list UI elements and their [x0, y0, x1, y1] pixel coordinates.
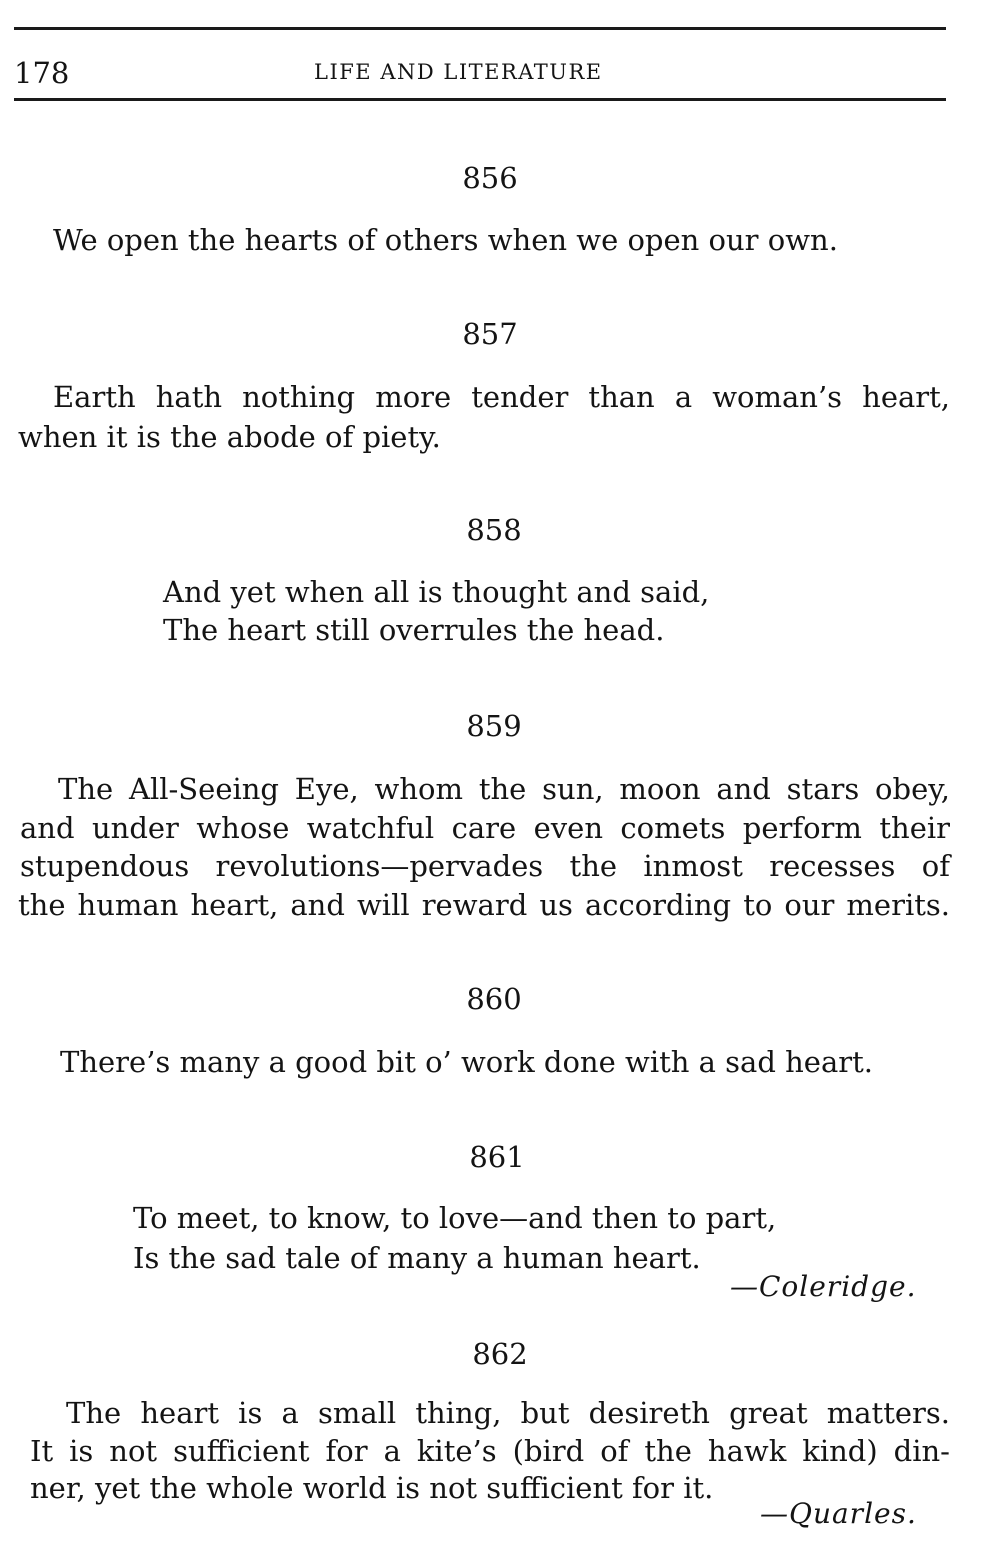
entry-line: It is not sufficient for a kite’s (bird of the hawk kind) din-	[30, 1434, 950, 1468]
entry-line: The heart still overrules the head.	[163, 613, 665, 647]
running-head: LIFE AND LITERATURE	[314, 60, 603, 84]
entry-line: Is the sad tale of many a human heart.	[133, 1241, 701, 1275]
entry-number: 862	[472, 1337, 528, 1371]
entry-number: 858	[466, 513, 522, 547]
entry-line: To meet, to know, to love—and then to part,	[133, 1201, 777, 1235]
attribution: —Coleridge.	[730, 1270, 917, 1303]
entry-line: The All-Seeing Eye, whom the sun, moon and stars obey,	[58, 772, 950, 806]
entry-number: 857	[462, 317, 518, 351]
entry-number: 860	[466, 982, 522, 1016]
page-number: 178	[14, 56, 70, 90]
entry-line: The heart is a small thing, but desireth great matters.	[66, 1396, 950, 1430]
entry-line: And yet when all is thought and said,	[163, 575, 710, 609]
entry-line: Earth hath nothing more tender than a woman’s heart,	[53, 380, 950, 414]
entry-line: when it is the abode of piety.	[18, 420, 441, 454]
entry-line: ner, yet the whole world is not sufficient for it.	[30, 1471, 714, 1505]
entry-line: and under whose watchful care even comets perform their	[20, 811, 950, 845]
entry-line: We open the hearts of others when we open our own.	[53, 223, 838, 257]
header-rule-bottom	[14, 98, 946, 101]
entry-line: the human heart, and will reward us according to our merits.	[18, 888, 950, 922]
entry-number: 856	[462, 161, 518, 195]
entry-line: stupendous revolutions—pervades the inmost recesses of	[20, 849, 950, 883]
entry-number: 861	[469, 1140, 525, 1174]
entry-line: There’s many a good bit o’ work done with a sad heart.	[60, 1045, 873, 1079]
attribution: —Quarles.	[760, 1497, 917, 1530]
entry-number: 859	[466, 709, 522, 743]
header-rule-top	[14, 27, 946, 30]
